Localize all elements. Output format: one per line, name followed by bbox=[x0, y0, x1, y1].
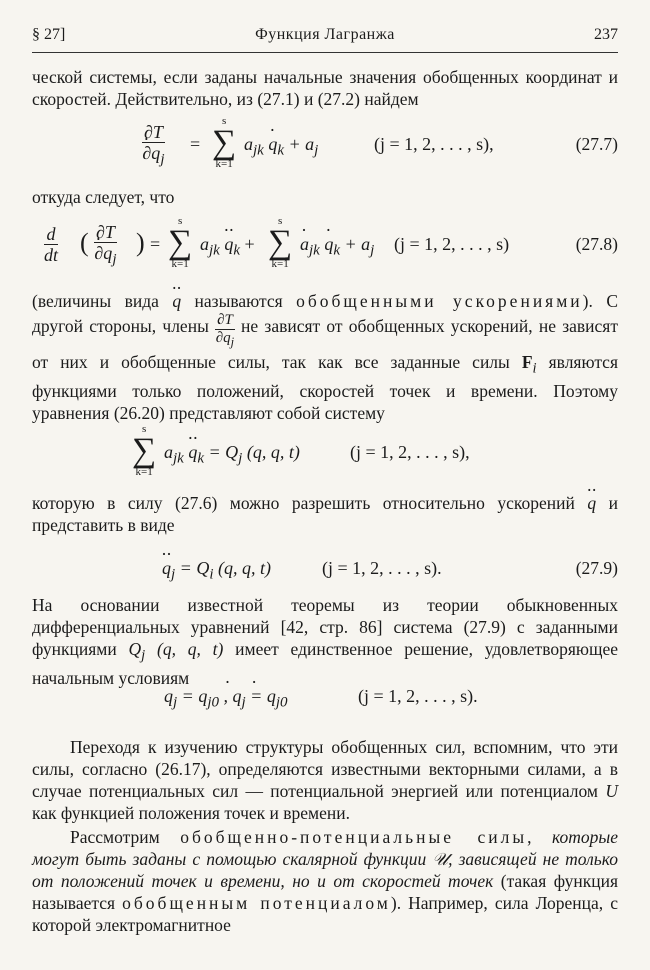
eq2-sum1-top: s bbox=[177, 215, 183, 227]
eq3-q: q ·· bbox=[188, 442, 197, 462]
p7-text-a: Рассмотрим bbox=[70, 827, 181, 847]
eq4-condition: (j = 1, 2, . . . , s). bbox=[322, 558, 442, 578]
eq2-q: q ·· bbox=[224, 234, 233, 254]
running-header bbox=[32, 26, 618, 48]
eq3-args: (q, q, t) bbox=[246, 442, 300, 462]
eq1-num: ∂T bbox=[144, 122, 163, 142]
page-number: 237 bbox=[594, 26, 618, 43]
eq5-dqj0-sub: j0 bbox=[275, 694, 288, 711]
eq2-a: a bbox=[200, 234, 209, 254]
eq3-a-sub: jk bbox=[173, 450, 184, 467]
eq2-den: ∂q · bbox=[94, 243, 112, 263]
eq1-sum-bot: k=1 bbox=[215, 158, 233, 170]
eq2-q-sub: k bbox=[233, 242, 240, 259]
eq1-sum-top: s bbox=[221, 115, 227, 127]
eq5-condition: (j = 1, 2, . . . , s). bbox=[358, 686, 478, 706]
paragraph-5 bbox=[32, 594, 618, 689]
eq5-dqj-sub: j bbox=[241, 694, 246, 711]
eq3-sum: s ∑ k=1 bbox=[132, 423, 157, 478]
eq3-condition: (j = 1, 2, . . . , s), bbox=[350, 442, 470, 462]
eq2-plus2: + a bbox=[344, 234, 371, 254]
eq5-qj0: = q bbox=[181, 686, 208, 706]
p3-text-a: (величины вида bbox=[32, 291, 173, 311]
equation-27-7 bbox=[32, 115, 618, 178]
p3-inline-fraction bbox=[215, 312, 235, 351]
p5-Q: Q bbox=[128, 639, 142, 659]
eq1-plus: + a bbox=[288, 134, 315, 154]
p5-Q-sub: j bbox=[141, 647, 146, 664]
eq2-a-sub: jk bbox=[209, 242, 220, 259]
p7-text-d: ). Например, сила Лоренца, с которой электромагнитное bbox=[32, 893, 618, 935]
eq2-sum2: s ∑ k=1 bbox=[268, 215, 293, 270]
eq4-q-sub: j bbox=[171, 566, 176, 583]
p3-force-F: F bbox=[521, 352, 533, 372]
paragraph-4 bbox=[32, 492, 618, 536]
eq1-q-sub: k bbox=[277, 142, 284, 159]
eq5-qj-sub: j bbox=[173, 694, 178, 711]
eq4-q: q ·· bbox=[162, 558, 171, 578]
paragraph-2: откуда следует, что bbox=[32, 187, 175, 207]
p3-text-c: ). С другой стороны, члены bbox=[32, 291, 618, 336]
eq1-number: (27.7) bbox=[575, 134, 618, 154]
p3-text-b: называются bbox=[181, 291, 297, 311]
eq2-num: ∂T bbox=[96, 222, 115, 242]
p3-spaced-term: обобщенными ускорениями bbox=[296, 291, 583, 311]
p3-frac-num: ∂T bbox=[217, 312, 233, 328]
p3-q: q ·· bbox=[172, 291, 181, 311]
eq2-condition: (j = 1, 2, . . . , s) bbox=[394, 234, 510, 254]
eq1-den-sub: j bbox=[160, 151, 165, 168]
eq2-sum1-bot: k=1 bbox=[171, 258, 189, 270]
p3-force-sub: i bbox=[532, 360, 537, 377]
eq2-plus2-sub: j bbox=[370, 242, 375, 259]
eq1-condition: (j = 1, 2, . . . , s), bbox=[374, 134, 494, 154]
eq5-dqj0: = q · bbox=[250, 686, 276, 706]
p5-args: (q, q, t) bbox=[145, 639, 224, 659]
eq1-sum: s ∑ k=1 bbox=[212, 115, 237, 170]
eq2-d-num: d bbox=[44, 224, 58, 245]
eq2-den-sub: j bbox=[112, 251, 117, 268]
running-title: Функция Лагранжа bbox=[255, 26, 395, 43]
p7-spaced-term-2: обобщенным потенциалом bbox=[122, 893, 391, 913]
eq2-a2-sub: jk bbox=[309, 242, 320, 259]
p6-U: U bbox=[605, 781, 618, 801]
eq2-sum1: s ∑ k=1 bbox=[168, 215, 193, 270]
eq3-rhs-sub: j bbox=[238, 450, 243, 467]
eq1-lhs-fraction bbox=[142, 122, 165, 170]
p5-text-c: имеет единственное решение, удовлетворяющее начальным условиям bbox=[32, 639, 618, 688]
eq2-number: (27.8) bbox=[575, 234, 618, 254]
eq1-plus-sub: j bbox=[314, 142, 319, 159]
eq4-rhs: = Q bbox=[179, 558, 210, 578]
eq1-a-sub: jk bbox=[253, 142, 264, 159]
equation-27-8: $\frac{d}{dt}$ ( $\frac{\partial T}{\partial q \cdot_j}$ ) = s ∑ k=1 $a_{jk}$ $q \cdot\cdot_k$ + s ∑ k=1 $a \cdot_{jk}$ $q \cdot_k + a_j$ (j = 1, 2, . . . , s) (27.8) bbox=[32, 214, 618, 274]
p3-text-e: являются функциями только положений, скоростей точек и времени. Поэтому уравнения (26.20) представляют собой систему bbox=[32, 352, 619, 423]
eq2-lhs-fraction bbox=[94, 222, 117, 270]
eq4-number: (27.9) bbox=[575, 558, 618, 578]
eq2-d-den: dt bbox=[44, 245, 59, 265]
p7-italic-definition: которые могут быть заданы с помощью скалярной функции 𝒰, зависящей не только от положений точек и времени, но и от скоростей точек bbox=[32, 827, 618, 891]
p3-frac-den-sub: j bbox=[230, 335, 235, 349]
eq4-args: (q, q, t) bbox=[218, 558, 271, 578]
paragraph-7 bbox=[32, 826, 618, 936]
equation-system bbox=[32, 424, 618, 484]
eq2-q2-sub: k bbox=[333, 242, 340, 259]
paragraph-3 bbox=[32, 290, 618, 424]
p4-text-a: которую в силу (27.6) можно разрешить относительно ускорений bbox=[32, 493, 588, 513]
section-ref: § 27] bbox=[32, 26, 66, 43]
paragraph-6 bbox=[32, 736, 618, 824]
eq1-den: ∂q · bbox=[142, 143, 160, 163]
header-rule bbox=[32, 52, 618, 53]
eq3-q-sub: k bbox=[197, 450, 204, 467]
p7-spaced-term-1: обобщенно-потенциальные силы bbox=[180, 827, 528, 847]
eq2-a2: a · bbox=[300, 234, 309, 254]
p3-frac-den: ∂q · bbox=[216, 330, 231, 346]
eq2-sum2-bot: k=1 bbox=[271, 258, 289, 270]
equation-27-9 bbox=[32, 548, 618, 588]
eq3-rhs: = Q bbox=[208, 442, 239, 462]
eq3-a: a bbox=[164, 442, 173, 462]
eq5-dqj: , q · bbox=[224, 686, 242, 706]
equation-initial-conditions bbox=[32, 680, 618, 716]
p6-text-a: Переходя к изучению структуры обобщенных сил, вспомним, что эти силы, согласно (26.17), определяются известными векторными силами, а в случае потенциальных сил — потенциальной энергией или потенциалом bbox=[32, 737, 618, 801]
paragraph-1: ческой системы, если заданы начальные значения обобщенных координат и скоростей. Действительно, из (27.1) и (27.2) найдем bbox=[32, 67, 618, 109]
eq3-sum-bot: k=1 bbox=[135, 466, 153, 478]
p4-text-b: и представить в виде bbox=[32, 493, 618, 535]
eq2-d-fraction bbox=[44, 224, 58, 265]
eq1-equals: = bbox=[190, 134, 201, 154]
eq2-q2: q · bbox=[324, 234, 333, 254]
eq5-qj: q bbox=[164, 686, 173, 706]
p6-text-b: как функцией положения точек и времени. bbox=[32, 803, 350, 823]
p5-text-a: На основании известной теоремы из теории обыкновенных дифференциальных уравнений [42, стр. 86] система (27.9) с заданными функциями bbox=[32, 595, 618, 659]
eq1-a: a bbox=[244, 134, 253, 154]
p7-text-c: (такая функция называется bbox=[32, 871, 618, 913]
eq2-sum2-top: s bbox=[277, 215, 283, 227]
eq1-q: q · bbox=[268, 134, 277, 154]
p4-q: q ·· bbox=[587, 493, 596, 513]
eq4-rhs-sub: i bbox=[209, 566, 214, 583]
p7-text-b: , bbox=[527, 827, 552, 847]
eq5-qj0-sub: j0 bbox=[207, 694, 219, 711]
p3-text-d: не зависят от обобщенных ускорений, не зависят от них и обобщенные силы, так как все заданные силы bbox=[32, 316, 619, 372]
eq2-equals: = bbox=[150, 234, 161, 254]
eq3-sum-top: s bbox=[141, 423, 147, 435]
eq2-plus: + bbox=[244, 234, 255, 254]
